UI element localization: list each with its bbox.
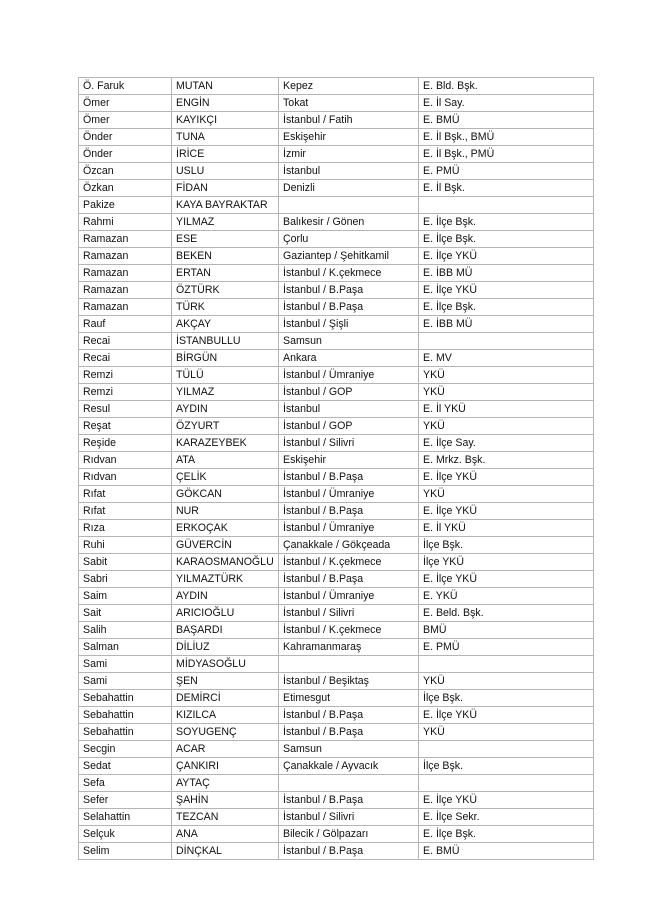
role-cell: E. BMÜ: [419, 843, 594, 860]
location-cell: Etimesgut: [279, 690, 419, 707]
table-row: [79, 656, 594, 673]
table-row: [79, 724, 594, 741]
role-cell: İlçe Bşk.: [419, 537, 594, 554]
location-cell: Eskişehir: [279, 452, 419, 469]
role-cell: E. Bld. Bşk.: [419, 78, 594, 95]
table-row: [79, 537, 594, 554]
surname-cell: ÖZYURT: [172, 418, 279, 435]
table-row: [79, 197, 594, 214]
table-row: [79, 707, 594, 724]
location-cell: İstanbul / GOP: [279, 418, 419, 435]
surname-cell: AYDIN: [172, 401, 279, 418]
first-name-cell: Selim: [79, 843, 172, 860]
location-cell: İstanbul / B.Paşa: [279, 707, 419, 724]
location-cell: İstanbul / Silivri: [279, 605, 419, 622]
first-name-cell: Reşat: [79, 418, 172, 435]
role-cell: E. İl YKÜ: [419, 401, 594, 418]
location-cell: Gaziantep / Şehitkamil: [279, 248, 419, 265]
role-cell: E. İBB MÜ: [419, 265, 594, 282]
first-name-cell: Ruhi: [79, 537, 172, 554]
location-cell: İstanbul / B.Paşa: [279, 843, 419, 860]
table-row: [79, 333, 594, 350]
table-row: [79, 78, 594, 95]
table-row: [79, 282, 594, 299]
role-cell: İlçe YKÜ: [419, 554, 594, 571]
table-row: [79, 401, 594, 418]
table-row: [79, 129, 594, 146]
role-cell: E. MV: [419, 350, 594, 367]
first-name-cell: Rıza: [79, 520, 172, 537]
location-cell: İstanbul: [279, 401, 419, 418]
first-name-cell: Salman: [79, 639, 172, 656]
location-cell: Eskişehir: [279, 129, 419, 146]
role-cell: E. İlçe Say.: [419, 435, 594, 452]
table-row: [79, 809, 594, 826]
surname-cell: MİDYASOĞLU: [172, 656, 279, 673]
location-cell: İstanbul / GOP: [279, 384, 419, 401]
role-cell: E. BMÜ: [419, 112, 594, 129]
surname-cell: FİDAN: [172, 180, 279, 197]
role-cell: YKÜ: [419, 486, 594, 503]
role-cell: E. İl Bşk., BMÜ: [419, 129, 594, 146]
location-cell: Çorlu: [279, 231, 419, 248]
first-name-cell: Sait: [79, 605, 172, 622]
surname-cell: ANA: [172, 826, 279, 843]
surname-cell: ŞAHİN: [172, 792, 279, 809]
surname-cell: TEZCAN: [172, 809, 279, 826]
role-cell: [419, 197, 594, 214]
table-row: [79, 673, 594, 690]
role-cell: E. İlçe YKÜ: [419, 707, 594, 724]
first-name-cell: Remzi: [79, 384, 172, 401]
location-cell: İstanbul / Silivri: [279, 435, 419, 452]
role-cell: E. İlçe Bşk.: [419, 231, 594, 248]
location-cell: İstanbul / Ümraniye: [279, 367, 419, 384]
first-name-cell: Rauf: [79, 316, 172, 333]
table-row: [79, 843, 594, 860]
table-row: [79, 367, 594, 384]
surname-cell: ŞEN: [172, 673, 279, 690]
table-row: [79, 503, 594, 520]
surname-cell: ERKOÇAK: [172, 520, 279, 537]
surname-cell: TÜRK: [172, 299, 279, 316]
table-row: [79, 571, 594, 588]
role-cell: YKÜ: [419, 418, 594, 435]
role-cell: İlçe Bşk.: [419, 758, 594, 775]
surname-cell: MUTAN: [172, 78, 279, 95]
table-row: [79, 605, 594, 622]
role-cell: YKÜ: [419, 673, 594, 690]
first-name-cell: Reşide: [79, 435, 172, 452]
location-cell: İstanbul / Silivri: [279, 809, 419, 826]
location-cell: İstanbul: [279, 163, 419, 180]
surname-cell: ACAR: [172, 741, 279, 758]
role-cell: E. YKÜ: [419, 588, 594, 605]
surname-cell: TUNA: [172, 129, 279, 146]
surname-cell: TÜLÜ: [172, 367, 279, 384]
roster-table-body: [79, 78, 594, 860]
location-cell: İstanbul / Şişli: [279, 316, 419, 333]
first-name-cell: Sebahattin: [79, 724, 172, 741]
location-cell: Tokat: [279, 95, 419, 112]
surname-cell: BİRGÜN: [172, 350, 279, 367]
surname-cell: KARAZEYBEK: [172, 435, 279, 452]
surname-cell: İSTANBULLU: [172, 333, 279, 350]
role-cell: E. İlçe YKÜ: [419, 503, 594, 520]
role-cell: E. İlçe YKÜ: [419, 248, 594, 265]
location-cell: İstanbul / B.Paşa: [279, 503, 419, 520]
first-name-cell: Salih: [79, 622, 172, 639]
table-row: [79, 486, 594, 503]
first-name-cell: Secgin: [79, 741, 172, 758]
role-cell: E. Beld. Bşk.: [419, 605, 594, 622]
location-cell: İstanbul / B.Paşa: [279, 299, 419, 316]
surname-cell: KARAOSMANOĞLU: [172, 554, 279, 571]
table-row: [79, 826, 594, 843]
surname-cell: GÖKCAN: [172, 486, 279, 503]
table-row: [79, 350, 594, 367]
surname-cell: DİLİUZ: [172, 639, 279, 656]
role-cell: E. Mrkz. Bşk.: [419, 452, 594, 469]
first-name-cell: Ömer: [79, 95, 172, 112]
location-cell: İzmir: [279, 146, 419, 163]
first-name-cell: Saim: [79, 588, 172, 605]
table-row: [79, 112, 594, 129]
role-cell: E. PMÜ: [419, 163, 594, 180]
role-cell: E. İlçe YKÜ: [419, 792, 594, 809]
surname-cell: GÜVERCİN: [172, 537, 279, 554]
surname-cell: YILMAZ: [172, 384, 279, 401]
location-cell: [279, 197, 419, 214]
role-cell: İlçe Bşk.: [419, 690, 594, 707]
first-name-cell: Pakize: [79, 197, 172, 214]
location-cell: İstanbul / K.çekmece: [279, 554, 419, 571]
first-name-cell: Ramazan: [79, 282, 172, 299]
table-row: [79, 622, 594, 639]
table-row: [79, 180, 594, 197]
surname-cell: KIZILCA: [172, 707, 279, 724]
location-cell: İstanbul / B.Paşa: [279, 792, 419, 809]
roster-table: [78, 77, 594, 860]
table-row: [79, 163, 594, 180]
table-row: [79, 741, 594, 758]
surname-cell: ENGİN: [172, 95, 279, 112]
location-cell: İstanbul / K.çekmece: [279, 622, 419, 639]
role-cell: [419, 333, 594, 350]
location-cell: İstanbul / B.Paşa: [279, 469, 419, 486]
first-name-cell: Resul: [79, 401, 172, 418]
location-cell: İstanbul / Ümraniye: [279, 520, 419, 537]
first-name-cell: Rıdvan: [79, 469, 172, 486]
surname-cell: ARICIOĞLU: [172, 605, 279, 622]
role-cell: E. İlçe Sekr.: [419, 809, 594, 826]
location-cell: Bilecik / Gölpazarı: [279, 826, 419, 843]
first-name-cell: Remzi: [79, 367, 172, 384]
first-name-cell: Sami: [79, 673, 172, 690]
first-name-cell: Sefer: [79, 792, 172, 809]
table-row: [79, 299, 594, 316]
surname-cell: YILMAZ: [172, 214, 279, 231]
first-name-cell: Özcan: [79, 163, 172, 180]
table-row: [79, 758, 594, 775]
first-name-cell: Önder: [79, 129, 172, 146]
location-cell: İstanbul / K.çekmece: [279, 265, 419, 282]
role-cell: E. İl YKÜ: [419, 520, 594, 537]
first-name-cell: Sebahattin: [79, 707, 172, 724]
location-cell: Samsun: [279, 333, 419, 350]
table-row: [79, 639, 594, 656]
location-cell: İstanbul / B.Paşa: [279, 282, 419, 299]
surname-cell: DİNÇKAL: [172, 843, 279, 860]
first-name-cell: Rahmi: [79, 214, 172, 231]
role-cell: E. İBB MÜ: [419, 316, 594, 333]
first-name-cell: Recai: [79, 350, 172, 367]
role-cell: E. İl Say.: [419, 95, 594, 112]
first-name-cell: Sebahattin: [79, 690, 172, 707]
surname-cell: DEMİRCİ: [172, 690, 279, 707]
surname-cell: ATA: [172, 452, 279, 469]
surname-cell: AYTAÇ: [172, 775, 279, 792]
location-cell: Çanakkale / Gökçeada: [279, 537, 419, 554]
surname-cell: ÇANKIRI: [172, 758, 279, 775]
first-name-cell: Selahattin: [79, 809, 172, 826]
surname-cell: ÖZTÜRK: [172, 282, 279, 299]
first-name-cell: Ramazan: [79, 299, 172, 316]
table-row: [79, 690, 594, 707]
first-name-cell: Önder: [79, 146, 172, 163]
role-cell: E. İl Bşk., PMÜ: [419, 146, 594, 163]
first-name-cell: Ö. Faruk: [79, 78, 172, 95]
surname-cell: USLU: [172, 163, 279, 180]
location-cell: Ankara: [279, 350, 419, 367]
surname-cell: BEKEN: [172, 248, 279, 265]
first-name-cell: Ramazan: [79, 231, 172, 248]
table-row: [79, 452, 594, 469]
location-cell: Samsun: [279, 741, 419, 758]
table-row: [79, 214, 594, 231]
role-cell: YKÜ: [419, 724, 594, 741]
role-cell: [419, 775, 594, 792]
location-cell: İstanbul / Beşiktaş: [279, 673, 419, 690]
surname-cell: BAŞARDI: [172, 622, 279, 639]
role-cell: E. İlçe YKÜ: [419, 469, 594, 486]
table-row: [79, 316, 594, 333]
role-cell: E. İlçe Bşk.: [419, 299, 594, 316]
first-name-cell: Selçuk: [79, 826, 172, 843]
surname-cell: SOYUGENÇ: [172, 724, 279, 741]
first-name-cell: Ömer: [79, 112, 172, 129]
table-row: [79, 146, 594, 163]
surname-cell: AYDIN: [172, 588, 279, 605]
role-cell: BMÜ: [419, 622, 594, 639]
table-row: [79, 588, 594, 605]
table-row: [79, 792, 594, 809]
location-cell: Çanakkale / Ayvacık: [279, 758, 419, 775]
role-cell: YKÜ: [419, 367, 594, 384]
role-cell: E. İlçe Bşk.: [419, 826, 594, 843]
location-cell: İstanbul / Fatih: [279, 112, 419, 129]
table-row: [79, 418, 594, 435]
first-name-cell: Rıdvan: [79, 452, 172, 469]
first-name-cell: Ramazan: [79, 248, 172, 265]
first-name-cell: Sabri: [79, 571, 172, 588]
role-cell: YKÜ: [419, 384, 594, 401]
surname-cell: NUR: [172, 503, 279, 520]
location-cell: Kahramanmaraş: [279, 639, 419, 656]
first-name-cell: Sami: [79, 656, 172, 673]
location-cell: [279, 775, 419, 792]
first-name-cell: Sefa: [79, 775, 172, 792]
location-cell: İstanbul / B.Paşa: [279, 724, 419, 741]
location-cell: İstanbul / Ümraniye: [279, 486, 419, 503]
table-row: [79, 775, 594, 792]
table-row: [79, 554, 594, 571]
role-cell: [419, 741, 594, 758]
surname-cell: ERTAN: [172, 265, 279, 282]
first-name-cell: Recai: [79, 333, 172, 350]
first-name-cell: Rıfat: [79, 486, 172, 503]
location-cell: Balıkesir / Gönen: [279, 214, 419, 231]
location-cell: [279, 656, 419, 673]
table-row: [79, 95, 594, 112]
first-name-cell: Ramazan: [79, 265, 172, 282]
role-cell: E. İl Bşk.: [419, 180, 594, 197]
role-cell: [419, 656, 594, 673]
location-cell: İstanbul / B.Paşa: [279, 571, 419, 588]
location-cell: Kepez: [279, 78, 419, 95]
table-row: [79, 248, 594, 265]
table-row: [79, 231, 594, 248]
location-cell: Denizli: [279, 180, 419, 197]
location-cell: İstanbul / Ümraniye: [279, 588, 419, 605]
table-row: [79, 469, 594, 486]
table-row: [79, 384, 594, 401]
first-name-cell: Sedat: [79, 758, 172, 775]
surname-cell: ÇELİK: [172, 469, 279, 486]
table-row: [79, 265, 594, 282]
table-row: [79, 435, 594, 452]
table-row: [79, 520, 594, 537]
surname-cell: İRİCE: [172, 146, 279, 163]
role-cell: E. PMÜ: [419, 639, 594, 656]
first-name-cell: Özkan: [79, 180, 172, 197]
surname-cell: YILMAZTÜRK: [172, 571, 279, 588]
surname-cell: KAYIKÇI: [172, 112, 279, 129]
first-name-cell: Rıfat: [79, 503, 172, 520]
role-cell: E. İlçe Bşk.: [419, 214, 594, 231]
role-cell: E. İlçe YKÜ: [419, 282, 594, 299]
surname-cell: ESE: [172, 231, 279, 248]
first-name-cell: Sabit: [79, 554, 172, 571]
surname-cell: AKÇAY: [172, 316, 279, 333]
role-cell: E. İlçe YKÜ: [419, 571, 594, 588]
surname-cell: KAYA BAYRAKTAR: [172, 197, 279, 214]
